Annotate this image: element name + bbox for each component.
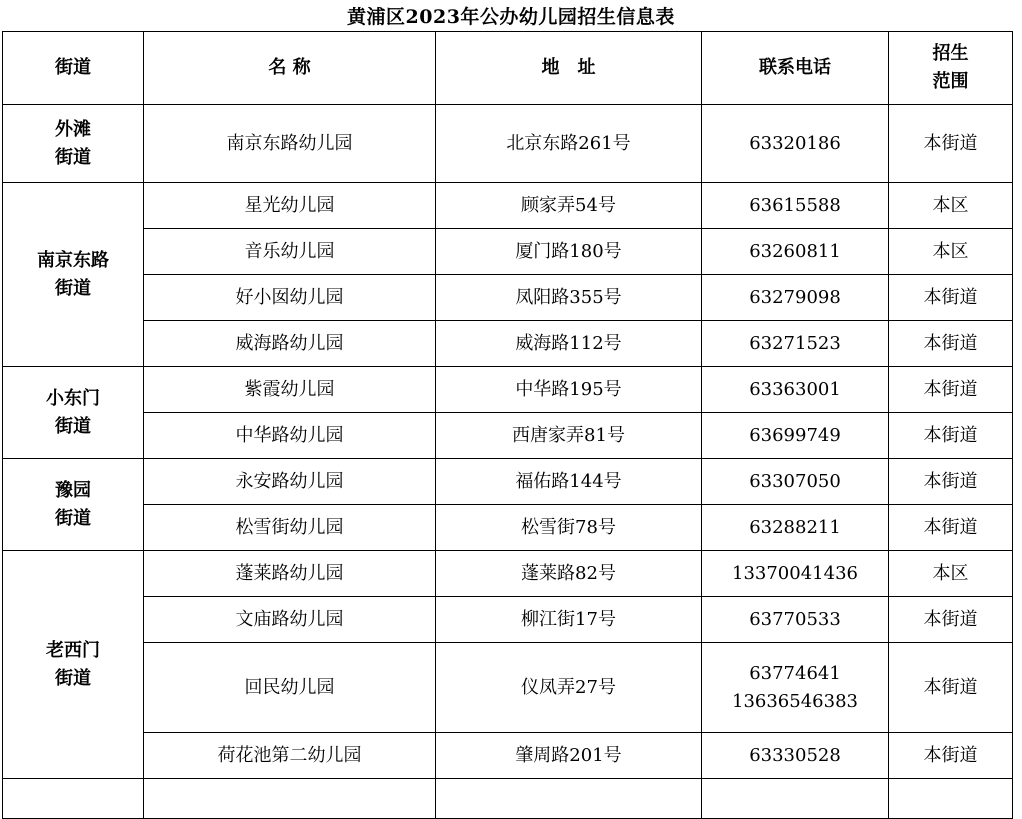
- kindergarten-address: 柳江街17号: [436, 597, 702, 643]
- table-row: [3, 275, 1013, 321]
- kindergarten-name: 星光幼儿园: [144, 183, 436, 229]
- enrollment-scope: 本街道: [889, 643, 1013, 733]
- table-row-partial: [3, 779, 1013, 819]
- table-row: [3, 597, 1013, 643]
- table-row: [3, 551, 1013, 597]
- kindergarten-address: 福佑路144号: [436, 459, 702, 505]
- kindergarten-address: 肇周路201号: [436, 733, 702, 779]
- cell-empty: [436, 779, 702, 819]
- kindergarten-phone: 63699749: [702, 413, 889, 459]
- table-row: [3, 459, 1013, 505]
- kindergarten-address: 厦门路180号: [436, 229, 702, 275]
- enrollment-scope: 本街道: [889, 321, 1013, 367]
- header-name: 名 称: [144, 32, 436, 105]
- kindergarten-phone: 63288211: [702, 505, 889, 551]
- kindergarten-address: 松雪街78号: [436, 505, 702, 551]
- kindergarten-name: 文庙路幼儿园: [144, 597, 436, 643]
- kindergarten-phone: [702, 643, 889, 733]
- street-line: 街道: [55, 667, 91, 689]
- table-row: [3, 105, 1013, 183]
- street-cell-laoximen: [3, 551, 144, 779]
- street-cell-waitan: [3, 105, 144, 183]
- header-scope: [889, 32, 1013, 105]
- cell-empty: [702, 779, 889, 819]
- kindergarten-address: 中华路195号: [436, 367, 702, 413]
- kindergarten-name: 松雪街幼儿园: [144, 505, 436, 551]
- kindergarten-name: 南京东路幼儿园: [144, 105, 436, 183]
- enrollment-scope: 本街道: [889, 733, 1013, 779]
- header-scope-line1: 招生: [932, 43, 969, 64]
- kindergarten-name: 中华路幼儿园: [144, 413, 436, 459]
- kindergarten-name: 音乐幼儿园: [144, 229, 436, 275]
- street-line: 小东门: [46, 387, 100, 409]
- kindergarten-phone: 63271523: [702, 321, 889, 367]
- kindergarten-phone: 63307050: [702, 459, 889, 505]
- cell-empty: [889, 779, 1013, 819]
- kindergarten-phone: 63279098: [702, 275, 889, 321]
- table-row: [3, 733, 1013, 779]
- street-line: 南京东路: [37, 249, 109, 271]
- cell-empty: [3, 779, 144, 819]
- enrollment-scope: 本街道: [889, 459, 1013, 505]
- kindergarten-name: 威海路幼儿园: [144, 321, 436, 367]
- kindergarten-name: 好小囡幼儿园: [144, 275, 436, 321]
- street-line: 老西门: [46, 639, 100, 661]
- kindergarten-address: 顾家弄54号: [436, 183, 702, 229]
- street-line: 街道: [55, 507, 91, 529]
- table-row: [3, 321, 1013, 367]
- enrollment-scope: 本街道: [889, 275, 1013, 321]
- header-scope-line2: 范围: [932, 71, 969, 92]
- kindergarten-phone: 13370041436: [702, 551, 889, 597]
- kindergarten-name: 回民幼儿园: [144, 643, 436, 733]
- table-row: [3, 367, 1013, 413]
- street-cell-yuyuan: [3, 459, 144, 551]
- kindergarten-phone: 63770533: [702, 597, 889, 643]
- street-line: 街道: [55, 277, 91, 299]
- kindergarten-phone: 63330528: [702, 733, 889, 779]
- enrollment-scope: 本区: [889, 551, 1013, 597]
- header-street: 街道: [3, 32, 144, 105]
- kindergarten-name: 永安路幼儿园: [144, 459, 436, 505]
- street-line: 街道: [55, 146, 91, 168]
- cell-empty: [144, 779, 436, 819]
- table-row: [3, 643, 1013, 733]
- kindergarten-address: 蓬莱路82号: [436, 551, 702, 597]
- street-line: 豫园: [55, 479, 91, 501]
- kindergarten-name: 荷花池第二幼儿园: [144, 733, 436, 779]
- kindergarten-address: 凤阳路355号: [436, 275, 702, 321]
- street-cell-nanjingdonglu: [3, 183, 144, 367]
- kindergarten-phone: 63615588: [702, 183, 889, 229]
- kindergarten-phone: 63260811: [702, 229, 889, 275]
- table-header-row: [3, 32, 1013, 105]
- phone-line: 13636546383: [732, 690, 858, 712]
- phone-line: 63774641: [749, 662, 841, 684]
- kindergarten-address: 北京东路261号: [436, 105, 702, 183]
- header-phone: 联系电话: [702, 32, 889, 105]
- kindergarten-address: 威海路112号: [436, 321, 702, 367]
- enrollment-scope: 本街道: [889, 413, 1013, 459]
- table-row: [3, 505, 1013, 551]
- enrollment-scope: 本街道: [889, 105, 1013, 183]
- kindergarten-name: 紫霞幼儿园: [144, 367, 436, 413]
- table-row: [3, 413, 1013, 459]
- kindergarten-phone: 63320186: [702, 105, 889, 183]
- kindergarten-address: 西唐家弄81号: [436, 413, 702, 459]
- street-line: 外滩: [55, 118, 91, 140]
- enrollment-table: [2, 31, 1013, 819]
- kindergarten-name: 蓬莱路幼儿园: [144, 551, 436, 597]
- header-address: 地 址: [436, 32, 702, 105]
- kindergarten-phone: 63363001: [702, 367, 889, 413]
- table-row: [3, 229, 1013, 275]
- enrollment-scope: 本区: [889, 183, 1013, 229]
- street-cell-xiaodongmen: [3, 367, 144, 459]
- street-line: 街道: [55, 415, 91, 437]
- enrollment-scope: 本街道: [889, 505, 1013, 551]
- page-title: 黄浦区2023年公办幼儿园招生信息表: [347, 6, 675, 28]
- kindergarten-address: 仪凤弄27号: [436, 643, 702, 733]
- table-row: [3, 183, 1013, 229]
- enrollment-scope: 本街道: [889, 367, 1013, 413]
- enrollment-scope: 本街道: [889, 597, 1013, 643]
- enrollment-scope: 本区: [889, 229, 1013, 275]
